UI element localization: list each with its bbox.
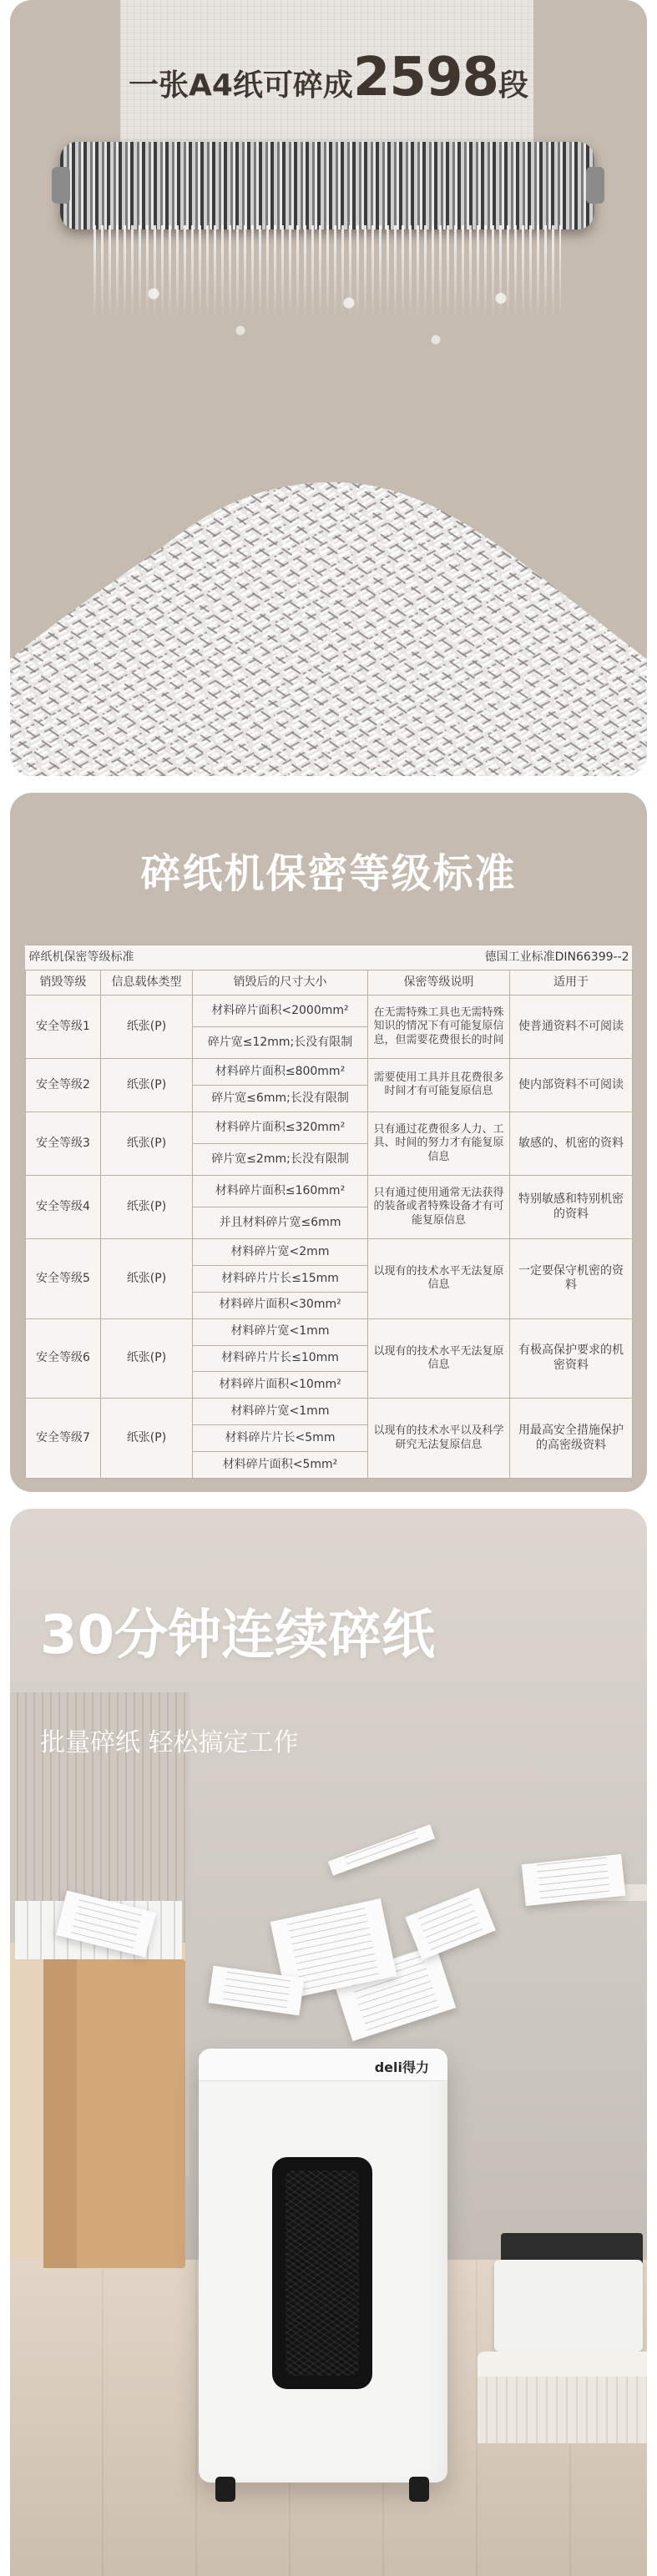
- level-cell: 安全等级7: [26, 1399, 101, 1479]
- table-header-cell: 适用于: [510, 970, 633, 996]
- table-caption-right: 德国工业标准DIN66399--2: [368, 945, 633, 970]
- size-cell: 材料碎片面积≤800mm²: [193, 1059, 368, 1086]
- shredder-wheel: [409, 2477, 429, 2502]
- desc-cell: 以现有的技术水平以及科学研究无法复原信息: [368, 1399, 510, 1479]
- desc-cell: 以现有的技术水平无法复原信息: [368, 1239, 510, 1319]
- shredded-paper-pile-image: [10, 451, 647, 776]
- printer-image: [494, 2260, 643, 2352]
- paper-shredder-image: [199, 2049, 447, 2483]
- desc-cell: 只有通过花费很多人力、工具、时间的努力才有能复原信息: [368, 1112, 510, 1175]
- headline-suffix: 段: [498, 68, 529, 103]
- shred-count-headline: [10, 47, 647, 108]
- table-row: [26, 1175, 633, 1207]
- table-header-cell: 信息载体类型: [101, 970, 193, 996]
- size-cell: 并且材料碎片宽≤6mm: [193, 1207, 368, 1239]
- shredder-wheel: [215, 2477, 235, 2502]
- use-cell: 有极高保护要求的机密资料: [510, 1318, 633, 1399]
- table-caption-row: [26, 945, 633, 970]
- size-cell: 材料碎片片长<5mm: [193, 1425, 368, 1452]
- table-row: [26, 1239, 633, 1266]
- table-row: [26, 996, 633, 1027]
- size-cell: 碎片宽≤12mm;长没有限制: [193, 1027, 368, 1059]
- security-standard-table: [25, 945, 632, 1479]
- carrier-cell: 纸张(P): [101, 1239, 193, 1319]
- desc-cell: 以现有的技术水平无法复原信息: [368, 1318, 510, 1399]
- level-cell: 安全等级3: [26, 1112, 101, 1175]
- table-header-cell: 销毁后的尺寸大小: [193, 970, 368, 996]
- security-standard-title: 碎纸机保密等级标准: [140, 850, 517, 897]
- panel-subheadline: 批量碎纸 轻松搞定工作: [40, 1728, 299, 1757]
- size-cell: 材料碎片宽<1mm: [193, 1318, 368, 1345]
- size-cell: 材料碎片片长≤15mm: [193, 1265, 368, 1292]
- level-cell: 安全等级5: [26, 1239, 101, 1319]
- table-row: [26, 1112, 633, 1143]
- use-cell: 一定要保守机密的资料: [510, 1239, 633, 1319]
- roller-cap-right: [586, 167, 604, 204]
- table-row: [26, 1399, 633, 1425]
- size-cell: 碎片宽≤2mm;长没有限制: [193, 1143, 368, 1175]
- level-cell: 安全等级4: [26, 1175, 101, 1238]
- roller-cap-left: [52, 167, 70, 204]
- carrier-cell: 纸张(P): [101, 1318, 193, 1399]
- size-cell: 材料碎片面积≤160mm²: [193, 1175, 368, 1207]
- shred-count-banner: [10, 0, 647, 776]
- carrier-cell: 纸张(P): [101, 1112, 193, 1175]
- brand-logo: deli得力: [374, 2059, 429, 2075]
- table-row: [26, 1059, 633, 1086]
- panel-headline: 30分钟连续碎纸: [40, 1605, 436, 1666]
- desc-cell: 在无需特殊工具也无需特殊知识的情况下有可能复原信息，但需要花费很长的时间: [368, 996, 510, 1059]
- continuous-shredding-panel: [10, 1509, 647, 2576]
- security-level-panel: [10, 793, 647, 1492]
- paper-fragments-image: [110, 275, 544, 367]
- table-caption-left: 碎纸机保密等级标准: [26, 945, 368, 970]
- headline-prefix: 一张A4纸可碎成: [128, 68, 353, 103]
- carrier-cell: 纸张(P): [101, 1059, 193, 1112]
- carrier-cell: 纸张(P): [101, 1399, 193, 1479]
- size-cell: 材料碎片面积<5mm²: [193, 1451, 368, 1478]
- desc-cell: 需要使用工具并且花费很多时间才有可能复原信息: [368, 1059, 510, 1112]
- use-cell: 使普通资料不可阅读: [510, 996, 633, 1059]
- carrier-cell: 纸张(P): [101, 1175, 193, 1238]
- side-table-image: [478, 2352, 647, 2443]
- table-header-row: [26, 970, 633, 996]
- table-header-cell: 保密等级说明: [368, 970, 510, 996]
- size-cell: 碎片宽≤6mm;长没有限制: [193, 1085, 368, 1112]
- level-cell: 安全等级6: [26, 1318, 101, 1399]
- desc-cell: 只有通过使用通常无法获得的装备或者特殊设备才有可能复原信息: [368, 1175, 510, 1238]
- use-cell: 用最高安全措施保护的高密级资料: [510, 1399, 633, 1479]
- size-cell: 材料碎片面积<10mm²: [193, 1372, 368, 1399]
- level-cell: 安全等级2: [26, 1059, 101, 1112]
- table-row: [26, 1318, 633, 1345]
- carrier-cell: 纸张(P): [101, 996, 193, 1059]
- headline-number: 2598: [352, 47, 499, 108]
- size-cell: 材料碎片面积≤320mm²: [193, 1112, 368, 1143]
- wooden-cabinet-image: [43, 1959, 185, 2268]
- size-cell: 材料碎片宽<1mm: [193, 1399, 368, 1425]
- size-cell: 材料碎片片长≤10mm: [193, 1345, 368, 1372]
- size-cell: 材料碎片宽<2mm: [193, 1239, 368, 1266]
- use-cell: 敏感的、机密的资料: [510, 1112, 633, 1175]
- size-cell: 材料碎片面积<2000mm²: [193, 996, 368, 1027]
- use-cell: 特别敏感和特别机密的资料: [510, 1175, 633, 1238]
- cutting-roller-image: [60, 142, 594, 229]
- shredder-bin-window: [272, 2157, 372, 2389]
- level-cell: 安全等级1: [26, 996, 101, 1059]
- size-cell: 材料碎片面积<30mm²: [193, 1292, 368, 1318]
- use-cell: 使内部资料不可阅读: [510, 1059, 633, 1112]
- table-header-cell: 销毁等级: [26, 970, 101, 996]
